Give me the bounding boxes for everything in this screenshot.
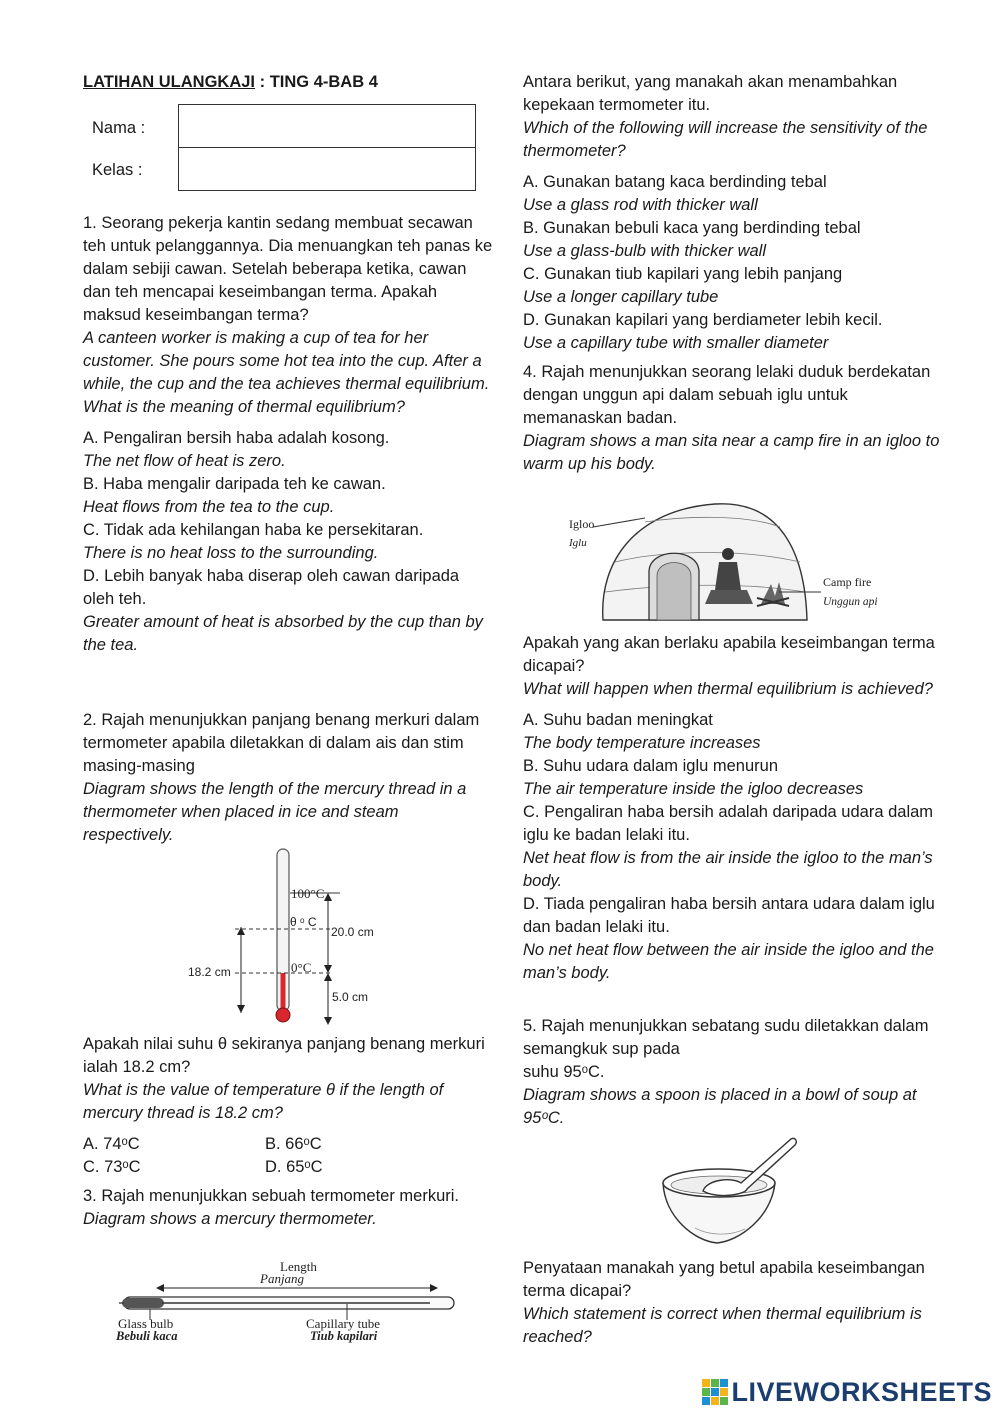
mercury-thread <box>281 973 286 1013</box>
q4-option-d[interactable]: D. Tiada pengaliran haba bersih antara udara dalam iglu dan badan lelaki itu. <box>523 895 935 936</box>
igloo-diagram <box>565 492 895 627</box>
q3-option-d[interactable]: D. Gunakan kapilari yang berdiameter lebih kecil. <box>523 311 883 329</box>
q2-question-en: What is the value of temperature θ if the length of mercury thread is 18.2 cm? <box>83 1081 444 1122</box>
mercury-thermometer-diagram <box>112 1258 462 1350</box>
glass-bulb-label-ms: Bebuli kaca <box>116 1329 178 1343</box>
class-label: Kelas : <box>92 161 143 179</box>
q4-option-a[interactable]: A. Suhu badan meningkat <box>523 711 713 729</box>
length-label-ms: Panjang <box>260 1271 305 1286</box>
question-2 <box>83 709 493 847</box>
q3-options <box>523 171 943 355</box>
q5-text-en: Diagram shows a spoon is placed in a bowl of soup at 95ᵒC. <box>523 1086 917 1127</box>
question-1 <box>83 212 493 657</box>
question-4-part-b <box>523 632 943 985</box>
q2-text-en: Diagram shows the length of the mercury thread in a thermometer when placed in ice and steam respectively. <box>83 780 467 844</box>
name-label: Nama : <box>92 119 146 137</box>
q4-text-en: Diagram shows a man sita near a camp fire in an igloo to warm up his body. <box>523 432 940 473</box>
q3-option-b-en: Use a glass-bulb with thicker wall <box>523 242 767 260</box>
title-main: LATIHAN ULANGKAJI <box>83 73 256 91</box>
q3-option-c-en: Use a longer capillary tube <box>523 288 719 306</box>
q1-text-ms: 1. Seorang pekerja kantin sedang membuat secawan teh untuk pelanggannya. Dia menuangkan teh panas ke dalam sebiji cawan. Setelah beberapa ketika, cawan dan teh mencapai keseimbangan terma. Apakah maksud keseimbangan terma? <box>83 214 493 324</box>
label-18-2cm: 18.2 cm <box>188 965 231 979</box>
q1-options <box>83 427 493 657</box>
q4-option-c[interactable]: C. Pengaliran haba bersih adalah daripada udara dalam iglu ke badan lelaki itu. <box>523 803 934 844</box>
q3-option-b[interactable]: B. Gunakan bebuli kaca yang berdinding tebal <box>523 219 861 237</box>
q4-option-b-en: The air temperature inside the igloo decreases <box>523 780 864 798</box>
q5-text-ms-temp: suhu 95ᵒC. <box>523 1063 605 1081</box>
q2-text-ms: 2. Rajah menunjukkan panjang benang merkuri dalam termometer apabila diletakkan di dalam ais dan stim masing-masing <box>83 711 480 775</box>
thermometer-scale-diagram <box>180 845 420 1030</box>
worksheet-title <box>83 71 378 94</box>
q1-option-a-en: The net flow of heat is zero. <box>83 452 286 470</box>
q1-option-d[interactable]: D. Lebih banyak haba diserap oleh cawan daripada oleh teh. <box>83 567 460 608</box>
label-theta: θ ᵒ C <box>290 915 317 929</box>
glass-bulb-label-en: Glass bulb <box>118 1316 174 1331</box>
label-5cm: 5.0 cm <box>332 990 369 1004</box>
question-2-part-b <box>83 1033 493 1179</box>
q4-options <box>523 709 943 985</box>
q1-option-b-en: Heat flows from the tea to the cup. <box>83 498 335 516</box>
q2-options <box>83 1133 493 1179</box>
liveworksheets-logo[interactable] <box>702 1376 992 1407</box>
q3-text-ms: 3. Rajah menunjukkan sebuah termometer merkuri. <box>83 1187 460 1205</box>
q2-option-c[interactable]: C. 73ᵒC <box>83 1158 141 1176</box>
name-input-box[interactable] <box>178 104 476 148</box>
q2-question-ms: Apakah nilai suhu θ sekiranya panjang benang merkuri ialah 18.2 cm? <box>83 1035 485 1076</box>
label-20cm: 20.0 cm <box>331 925 374 939</box>
question-5 <box>523 1015 943 1130</box>
q1-option-a[interactable]: A. Pengaliran bersih haba adalah kosong. <box>83 429 390 447</box>
q1-option-c[interactable]: C. Tidak ada kehilangan haba ke persekitaran. <box>83 521 424 539</box>
q4-option-d-en: No net heat flow between the air inside the igloo and the man’s body. <box>523 941 934 982</box>
length-label-en: Length <box>280 1259 317 1274</box>
q1-option-d-en: Greater amount of heat is absorbed by the cup than by the tea. <box>83 613 483 654</box>
title-rest: : TING 4-BAB 4 <box>255 73 378 91</box>
logo-icon <box>702 1379 728 1405</box>
capillary-tube-label-en: Capillary tube <box>306 1316 381 1331</box>
capillary-tube-label-ms: Tiub kapilari <box>310 1329 378 1343</box>
q5-text-ms: 5. Rajah menunjukkan sebatang sudu diletakkan dalam semangkuk sup pada <box>523 1017 929 1058</box>
question-3-cont <box>523 71 943 355</box>
q1-text-en: A canteen worker is making a cup of tea for her customer. She pours some hot tea into the cup. After a while, the cup and the tea achieves thermal equilibrium. What is the meaning of thermal equilibrium? <box>83 329 490 416</box>
question-4 <box>523 361 943 476</box>
class-input-box[interactable] <box>178 147 476 191</box>
q3-option-a-en: Use a glass rod with thicker wall <box>523 196 758 214</box>
thermometer-glass-bulb <box>122 1298 164 1308</box>
q3-cont-ms: Antara berikut, yang manakah akan menambahkan kepekaan termometer itu. <box>523 73 898 114</box>
logo-text: LIVEWORKSHEETS <box>731 1376 992 1407</box>
soup-bowl-diagram <box>655 1133 805 1248</box>
q4-question-ms: Apakah yang akan berlaku apabila keseimbangan terma dicapai? <box>523 634 935 675</box>
q3-option-a[interactable]: A. Gunakan batang kaca berdinding tebal <box>523 173 827 191</box>
q2-option-d[interactable]: D. 65ᵒC <box>265 1158 323 1176</box>
q3-option-c[interactable]: C. Gunakan tiub kapilari yang lebih panjang <box>523 265 843 283</box>
q3-cont-en: Which of the following will increase the sensitivity of the thermometer? <box>523 119 928 160</box>
spoon <box>703 1138 796 1195</box>
q2-option-b[interactable]: B. 66ᵒC <box>265 1135 322 1153</box>
label-0c: 0°C <box>291 960 312 975</box>
question-5-part-b <box>523 1257 943 1349</box>
q4-question-en: What will happen when thermal equilibrium is achieved? <box>523 680 933 698</box>
q5-question-en: Which statement is correct when thermal equilibrium is reached? <box>523 1305 922 1346</box>
q4-text-ms: 4. Rajah menunjukkan seorang lelaki duduk berdekatan dengan unggun api dalam sebuah iglu untuk memanaskan badan. <box>523 363 931 427</box>
q3-text-en: Diagram shows a mercury thermometer. <box>83 1210 377 1228</box>
q2-option-a[interactable]: A. 74ᵒC <box>83 1135 140 1153</box>
q4-option-a-en: The body temperature increases <box>523 734 761 752</box>
campfire-label-en: Camp fire <box>823 575 872 589</box>
question-3 <box>83 1185 493 1231</box>
q1-option-c-en: There is no heat loss to the surrounding. <box>83 544 379 562</box>
q3-option-d-en: Use a capillary tube with smaller diameter <box>523 334 829 352</box>
igloo-label-ms: Iglu <box>569 537 587 549</box>
q4-option-c-en: Net heat flow is from the air inside the igloo to the man’s body. <box>523 849 933 890</box>
q4-option-b[interactable]: B. Suhu udara dalam iglu menurun <box>523 757 778 775</box>
igloo-label-en: Igloo <box>569 517 595 531</box>
campfire-label-ms: Unggun api <box>823 596 878 608</box>
thermometer-bulb <box>276 1008 290 1022</box>
q5-question-ms: Penyataan manakah yang betul apabila keseimbangan terma dicapai? <box>523 1259 925 1300</box>
q1-option-b[interactable]: B. Haba mengalir daripada teh ke cawan. <box>83 475 386 493</box>
label-100c: 100°C <box>291 886 325 901</box>
